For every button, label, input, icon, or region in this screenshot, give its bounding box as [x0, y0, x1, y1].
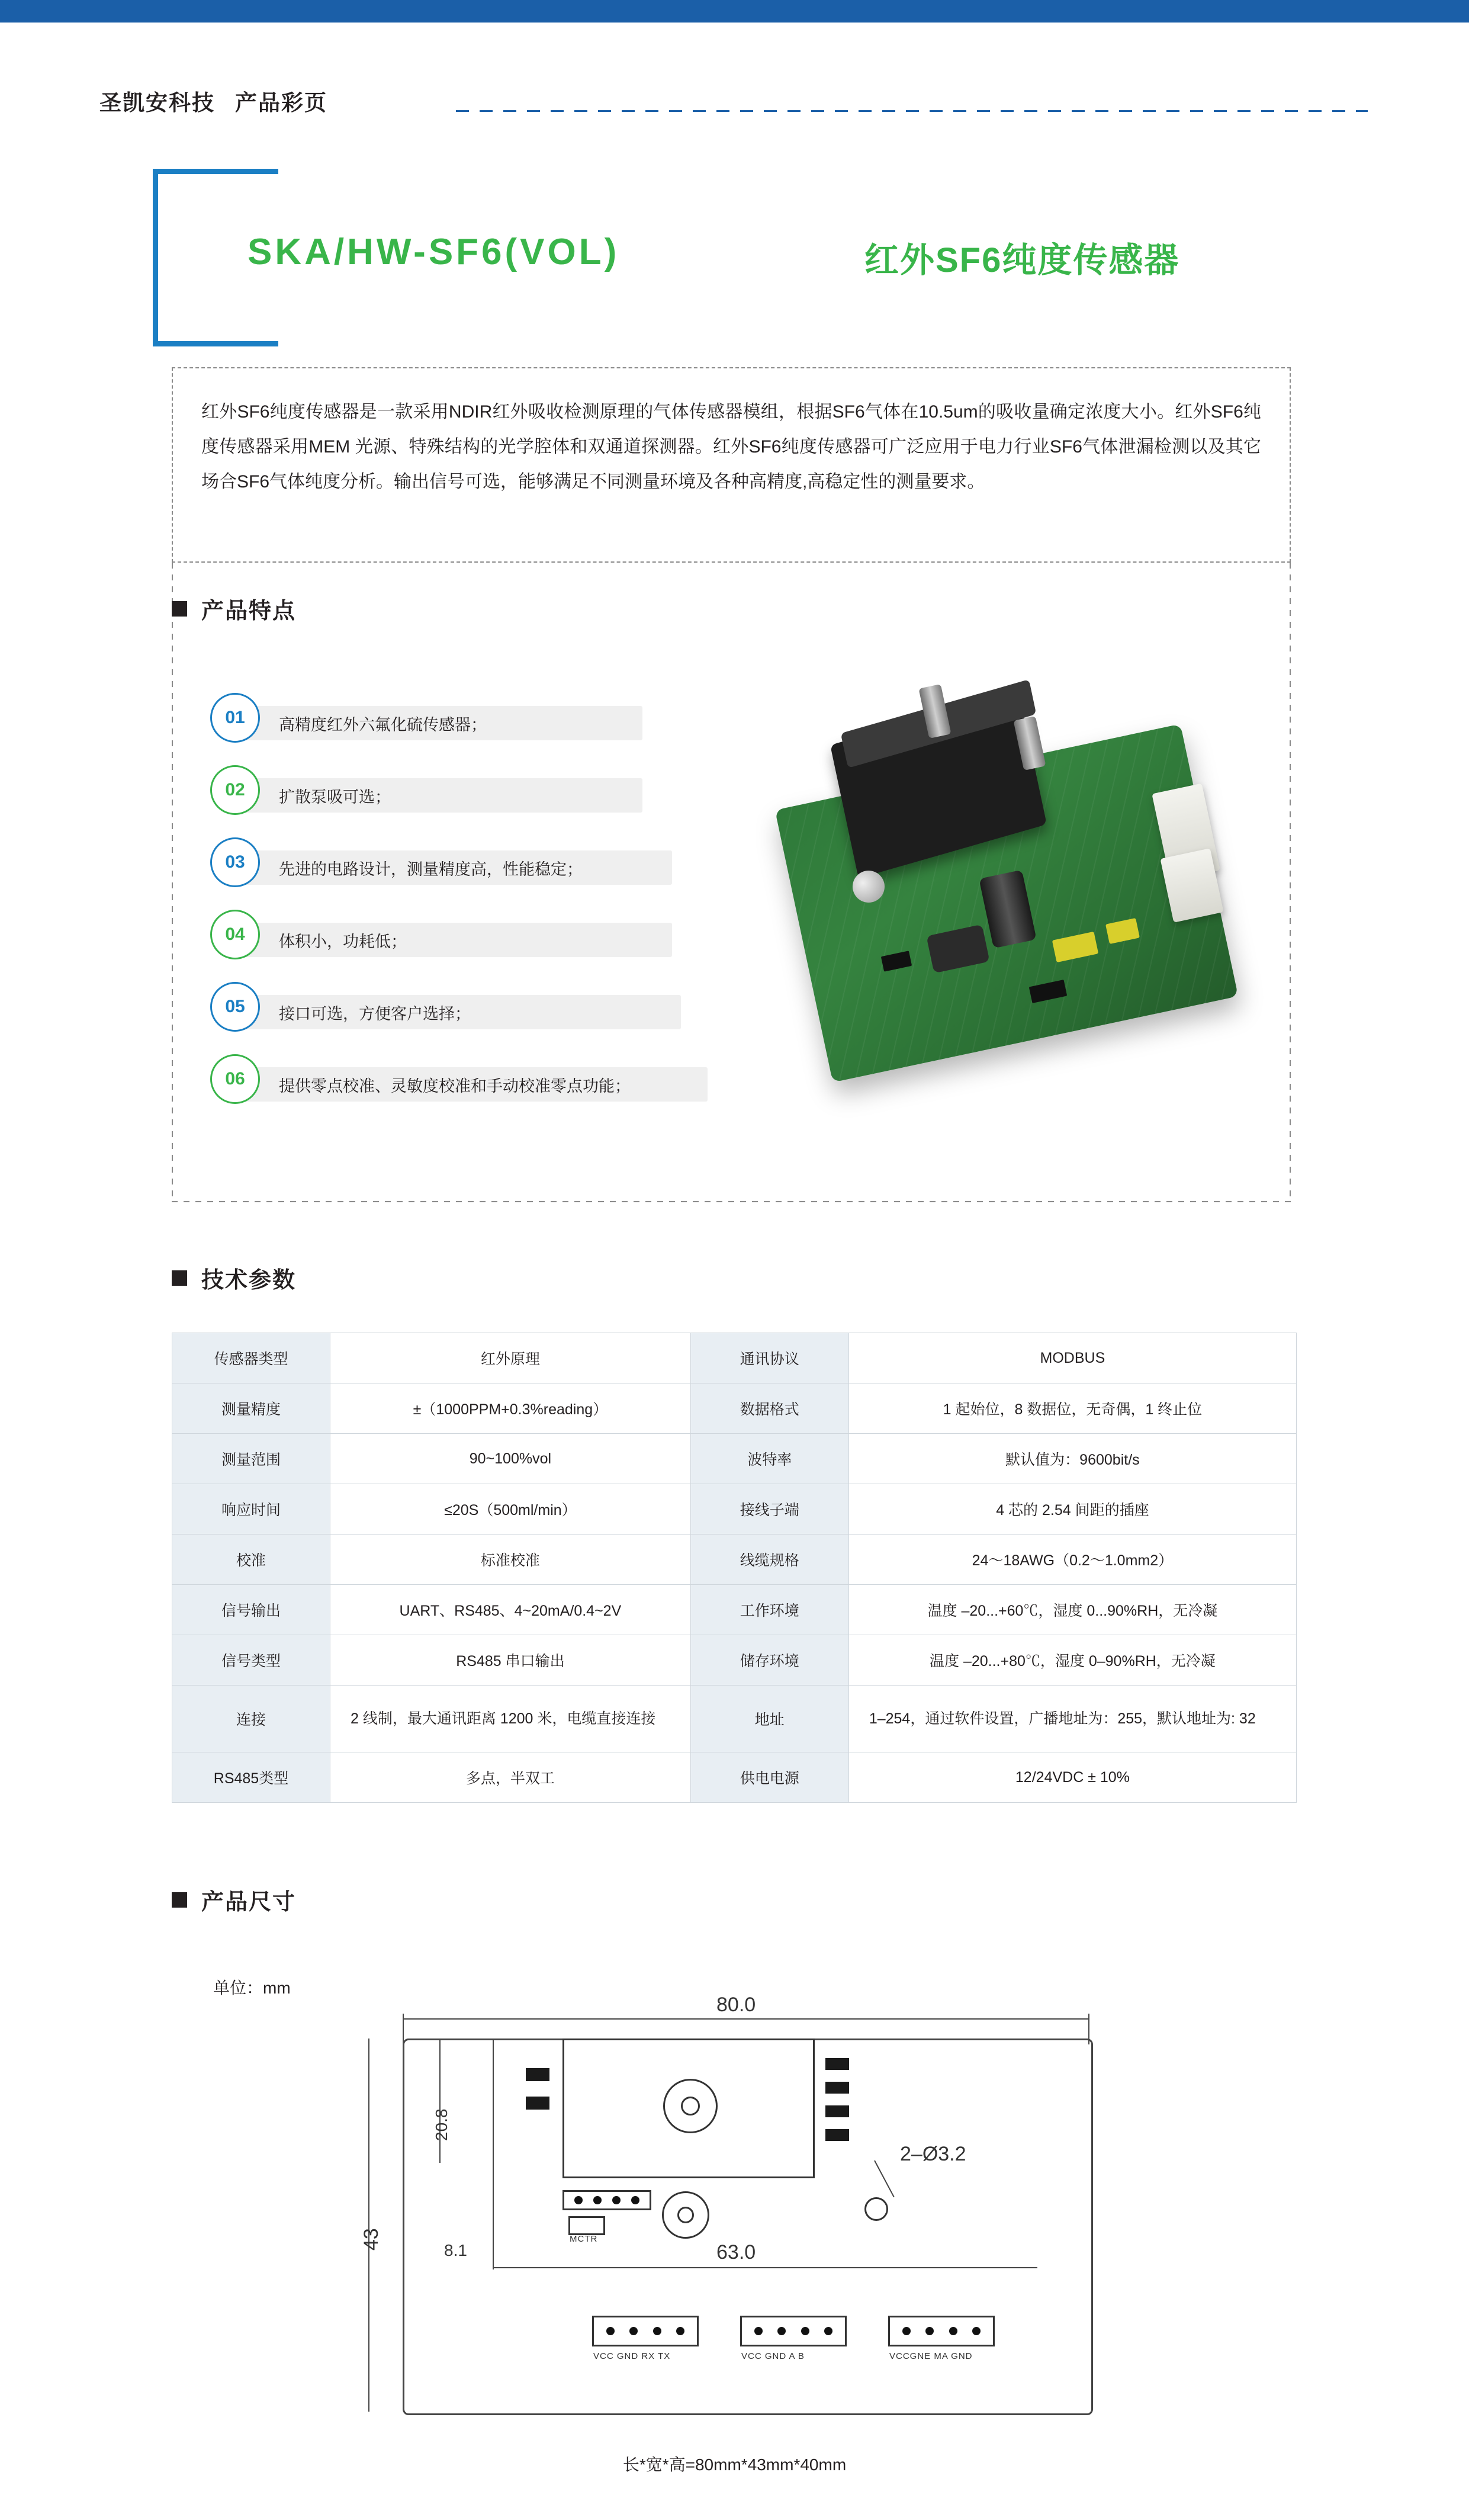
table-row: [172, 1635, 1297, 1686]
feature-item: [210, 910, 708, 961]
width-extension-right: [1088, 2014, 1089, 2044]
spec-value: 24～18AWG（0.2～1.0mm2）: [848, 1535, 1296, 1585]
feature-text: 高精度红外六氟化硫传感器；: [234, 706, 642, 740]
connector-j2-label: VCC GND A B: [741, 2351, 805, 2361]
spec-value: ≤20S（500ml/min）: [330, 1484, 691, 1535]
features-bottom-rail: [172, 1201, 1291, 1202]
spec-table-wrapper: [172, 1333, 1297, 1803]
table-row: [172, 1383, 1297, 1434]
round-component-center: [677, 2207, 694, 2223]
spec-label: 测量精度: [172, 1383, 330, 1434]
spec-value: MODBUS: [848, 1333, 1296, 1383]
spec-value: RS485 串口输出: [330, 1635, 691, 1686]
features-title-text: 产品特点: [201, 599, 297, 624]
inner-width-line: [493, 2267, 1037, 2268]
feature-item: [210, 982, 708, 1033]
spec-table: [172, 1333, 1297, 1803]
spec-label: RS485类型: [172, 1752, 330, 1803]
feature-number: 04: [210, 910, 260, 959]
bullet-square-icon: [172, 601, 187, 617]
spec-value: 4 芯的 2.54 间距的插座: [848, 1484, 1296, 1535]
table-row: [172, 1333, 1297, 1383]
page-header: [0, 23, 1469, 115]
mctr-jumper: [568, 2216, 605, 2235]
spec-label: 接线子端: [690, 1484, 848, 1535]
feature-text: 提供零点校准、灵敏度校准和手动校准零点功能；: [234, 1067, 708, 1102]
bullet-square-icon: [172, 1892, 187, 1908]
chamber-inner-circle: [681, 2097, 700, 2115]
feature-text: 扩散泵吸可选；: [234, 778, 642, 813]
top-offset-dimension-line: [439, 2039, 441, 2163]
connector-j1: [592, 2316, 699, 2346]
spec-label: 连接: [172, 1686, 330, 1752]
spec-label: 数据格式: [690, 1383, 848, 1434]
left-offset-text: 8.1: [444, 2241, 467, 2259]
spec-label: 响应时间: [172, 1484, 330, 1535]
solder-pad: [825, 2058, 849, 2070]
feature-item: [210, 765, 708, 816]
features-list: [210, 693, 708, 1126]
spec-value: 温度 –20...+80℃，湿度 0–90%RH，无冷凝: [848, 1635, 1296, 1686]
spec-label: 供电电源: [690, 1752, 848, 1803]
feature-text: 体积小，功耗低；: [234, 923, 672, 957]
spec-label: 校准: [172, 1535, 330, 1585]
section-heading-features: [172, 592, 296, 625]
feature-number: 05: [210, 982, 260, 1032]
solder-pad: [825, 2129, 849, 2141]
spec-label: 传感器类型: [172, 1333, 330, 1383]
connector-j3: [888, 2316, 995, 2346]
table-row: [172, 1752, 1297, 1803]
width-dimension-line: [403, 2018, 1089, 2020]
feature-number: 06: [210, 1054, 260, 1104]
dimension-drawing: [360, 1993, 1172, 2434]
inner-width-text: 63.0: [716, 2241, 756, 2264]
spec-value: 1 起始位，8 数据位，无奇偶，1 终止位: [848, 1383, 1296, 1434]
solder-pad: [526, 2097, 549, 2110]
spec-label: 通讯协议: [690, 1333, 848, 1383]
spec-value: 温度 –20...+60℃，湿度 0...90%RH，无冷凝: [848, 1585, 1296, 1635]
spec-label: 工作环境: [690, 1585, 848, 1635]
height-dimension-text: 43: [360, 2228, 382, 2251]
intro-text: 红外SF6纯度传感器是一款采用NDIR红外吸收检测原理的气体传感器模组，根据SF6气体在10.5um的吸收量确定浓度大小。红外SF6纯度传感器采用MEM 光源、特殊结构的光学腔体和双通道探测器。红外SF6纯度传感器可广泛应用于电力行业SF6气体泄漏检测以及其它场合SF6气体纯度分析。输出信号可选，能够满足不同测量环境及各种高精度,高稳定性的测量要求。: [201, 402, 1261, 492]
product-name: 红外SF6纯度传感器: [864, 241, 1180, 280]
spec-value: 2 线制，最大通讯距离 1200 米，电缆直接连接: [330, 1686, 691, 1752]
spec-value: 12/24VDC ± 10%: [848, 1752, 1296, 1803]
bullet-square-icon: [172, 1270, 187, 1286]
spec-label: 储存环境: [690, 1635, 848, 1686]
spec-label: 线缆规格: [690, 1535, 848, 1585]
table-row: [172, 1535, 1297, 1585]
table-row: [172, 1686, 1297, 1752]
spec-value: 1–254，通过软件设置，广播地址为：255，默认地址为: 32: [848, 1686, 1296, 1752]
spec-label: 测量范围: [172, 1434, 330, 1484]
feature-text: 接口可选，方便客户选择；: [234, 995, 681, 1029]
header-dashed-rule: [456, 110, 1368, 112]
spec-value: 90~100%vol: [330, 1434, 691, 1484]
intro-box: [172, 367, 1291, 563]
table-row: [172, 1585, 1297, 1635]
connector-j3-label: VCCGNE MA GND: [889, 2351, 973, 2361]
spec-value: ±（1000PPM+0.3%reading）: [330, 1383, 691, 1434]
section-heading-specs: [172, 1261, 296, 1294]
header-pins: [562, 2190, 651, 2210]
product-model: SKA/HW-SF6(VOL): [247, 232, 620, 272]
table-row: [172, 1484, 1297, 1535]
solder-pad: [825, 2082, 849, 2094]
hole-callout-text: 2–Ø3.2: [900, 2143, 966, 2165]
specs-title-text: 技术参数: [201, 1268, 297, 1293]
feature-number: 03: [210, 837, 260, 887]
feature-item: [210, 693, 708, 744]
brand-name: 圣凯安科技: [99, 91, 215, 115]
connector-j1-label: VCC GND RX TX: [593, 2351, 671, 2361]
spec-value: 多点，半双工: [330, 1752, 691, 1803]
dimension-footnote: 长*宽*高=80mm*43mm*40mm: [622, 2455, 847, 2474]
table-row: [172, 1434, 1297, 1484]
spec-value: 标准校准: [330, 1535, 691, 1585]
top-offset-text: 20.8: [432, 2108, 451, 2141]
dimensions-title-text: 产品尺寸: [201, 1890, 297, 1915]
solder-pad: [825, 2105, 849, 2117]
feature-number: 02: [210, 765, 260, 815]
spec-label: 地址: [690, 1686, 848, 1752]
mctr-label: MCTR: [570, 2234, 598, 2244]
feature-item: [210, 837, 708, 888]
mounting-hole: [864, 2197, 888, 2221]
spec-label: 信号输出: [172, 1585, 330, 1635]
brand-title: [99, 85, 327, 117]
feature-text: 先进的电路设计，测量精度高，性能稳定；: [234, 850, 672, 885]
spec-value: 默认值为：9600bit/s: [848, 1434, 1296, 1484]
spec-label: 信号类型: [172, 1635, 330, 1686]
dimension-unit-label: 单位：mm: [213, 1979, 291, 1997]
spec-value: 红外原理: [330, 1333, 691, 1383]
spec-value: UART、RS485、4~20mA/0.4~2V: [330, 1585, 691, 1635]
connector-j2: [740, 2316, 847, 2346]
brand-subtitle: 产品彩页: [235, 91, 327, 115]
features-right-rail: [1290, 563, 1291, 1202]
inner-left-extension: [493, 2039, 494, 2269]
section-heading-dimensions: [172, 1883, 296, 1916]
width-extension-left: [403, 2014, 404, 2044]
spec-label: 波特率: [690, 1434, 848, 1484]
product-photo: [752, 675, 1273, 1102]
width-dimension-text: 80.0: [716, 1993, 756, 2016]
solder-pad: [526, 2068, 549, 2081]
feature-number: 01: [210, 693, 260, 743]
top-color-bar: [0, 0, 1469, 23]
features-left-rail: [172, 563, 173, 1202]
feature-item: [210, 1054, 708, 1105]
height-dimension-line: [368, 2039, 369, 2412]
